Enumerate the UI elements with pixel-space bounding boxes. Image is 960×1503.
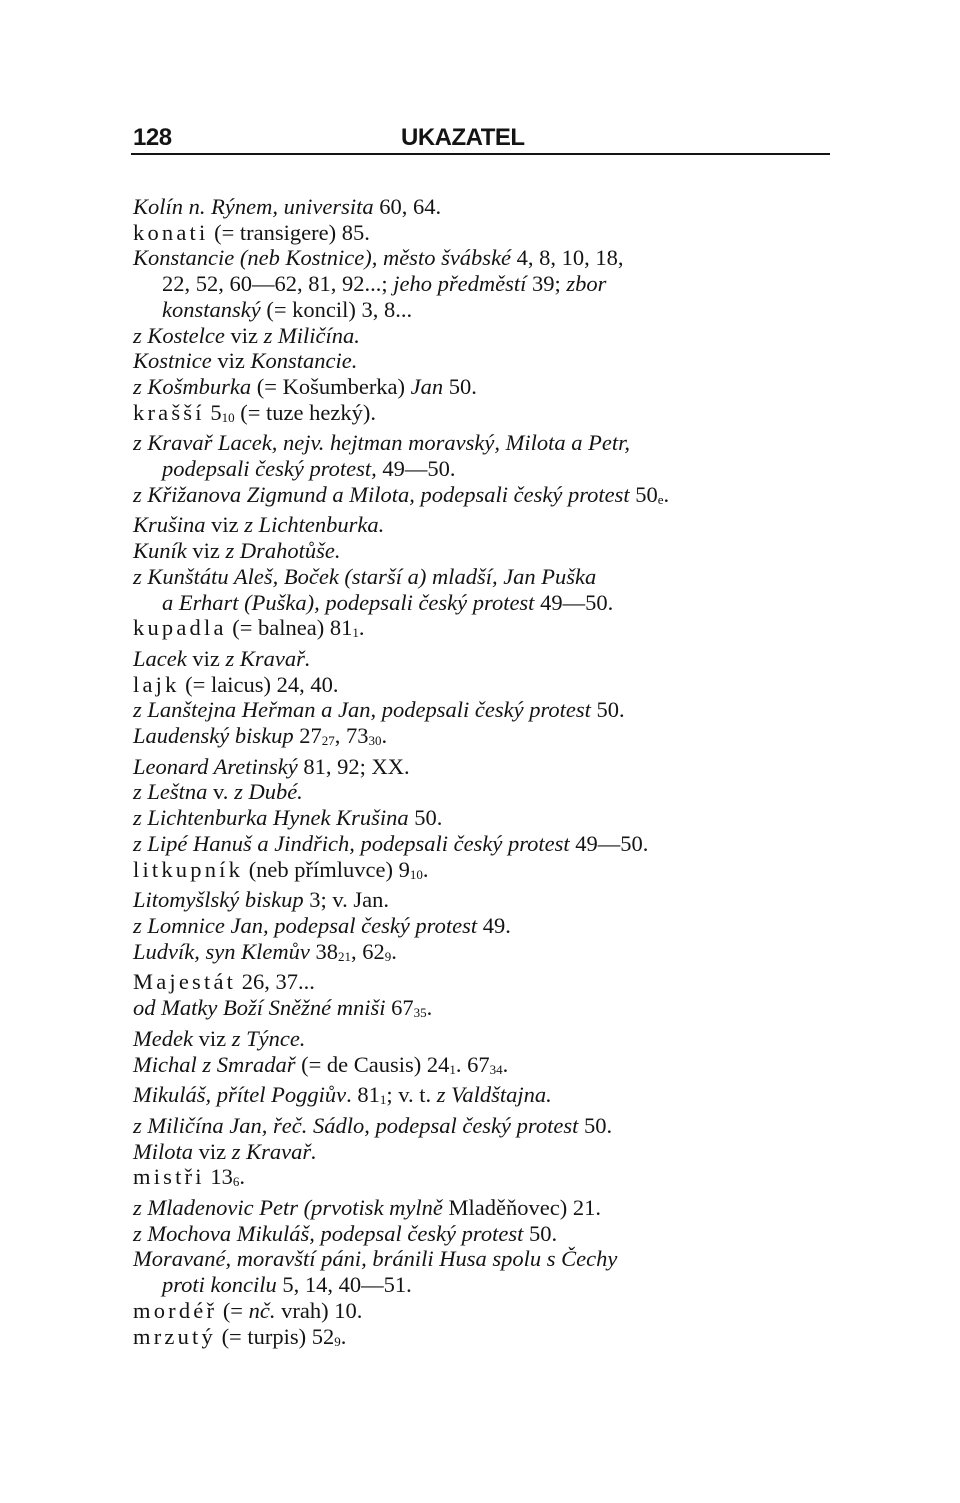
- entry-italic-text: Milota: [133, 1138, 193, 1164]
- index-entry: [133, 220, 845, 246]
- index-entry: [133, 615, 845, 646]
- entry-text: 81, 92; XX.: [297, 753, 410, 779]
- entry-text: . 67: [455, 1051, 490, 1077]
- entry-italic-text: z Křižanova Zigmund a Milota, podepsali český protest: [133, 481, 630, 507]
- entry-italic-text: z Kostelce: [133, 322, 225, 348]
- entry-line-ref: 1: [379, 1092, 387, 1108]
- entry-text: (= Košumberka): [251, 373, 411, 399]
- index-entry: [133, 939, 845, 970]
- entry-italic-text: z Lichtenburka.: [244, 512, 385, 538]
- entry-text: viz: [205, 512, 245, 538]
- entry-italic-text: od Matky Boží Sněžné mniši: [133, 995, 386, 1021]
- entry-italic-text: z Kravař.: [225, 645, 311, 671]
- entry-text: 38: [309, 938, 338, 964]
- entry-text: .: [663, 481, 670, 507]
- entry-text: viz: [186, 538, 226, 564]
- entry-headword: mrzutý: [133, 1323, 216, 1349]
- entry-text: vrah) 10.: [275, 1297, 363, 1323]
- entry-line-ref: e: [657, 491, 664, 507]
- entry-italic-text: Kolín n. Rýnem, universita: [133, 194, 374, 219]
- entry-headword: konati: [133, 219, 209, 245]
- entry-italic-text: z Leštna: [133, 779, 208, 805]
- entry-line-ref: 6: [232, 1174, 240, 1190]
- entry-text: (= laicus) 24, 40.: [179, 671, 339, 697]
- entry-italic-text: z Dubé.: [234, 779, 303, 805]
- entry-italic-text: z Košmburka: [133, 373, 252, 399]
- entry-italic-text: Litomyšlský biskup: [133, 887, 304, 913]
- entry-line-ref: 27: [321, 733, 335, 749]
- index-entry: [133, 245, 845, 271]
- index-entry: [133, 564, 845, 590]
- index-entry: [133, 995, 845, 1026]
- entry-italic-text: z Miličína Jan, řeč. Sádlo, podepsal český protest: [133, 1112, 579, 1138]
- index-entry: [133, 1139, 845, 1165]
- index-entry: [133, 831, 845, 857]
- entry-italic-text: proti koncilu: [162, 1272, 277, 1298]
- index-entry: [133, 271, 845, 297]
- entry-text: viz: [211, 348, 251, 374]
- index-entry: [133, 646, 845, 672]
- index-entry: [133, 430, 845, 456]
- entry-text: .: [239, 1164, 245, 1190]
- entry-headword: lajk: [133, 671, 180, 697]
- entry-text: 67: [385, 995, 414, 1021]
- index-entry: [133, 1113, 845, 1139]
- index-entry: [133, 1324, 845, 1355]
- entry-text: .: [381, 723, 388, 749]
- entry-italic-text: z Miličína.: [263, 322, 360, 348]
- entry-italic-text: podepsali český protest,: [162, 456, 377, 482]
- entry-text: viz: [193, 1138, 232, 1164]
- entry-headword: mistři: [133, 1164, 205, 1190]
- entry-italic-text: z Lanštejna Heřman a Jan, podepsali český protest: [133, 697, 591, 723]
- entry-italic-text: z Mladenovic Petr (prvotisk mylně: [133, 1195, 443, 1221]
- index-entry: [133, 672, 845, 698]
- entry-text: .: [502, 1051, 509, 1077]
- entry-text: (= de Causis) 24: [295, 1051, 450, 1077]
- entry-headword: mordéř: [133, 1297, 218, 1323]
- header-rule: [131, 153, 830, 155]
- index-entry: [133, 1195, 845, 1221]
- entry-italic-text: z Kravař Lacek, nejv. hejtman moravský, Milota a Petr,: [133, 430, 630, 456]
- index-entry: [133, 400, 845, 431]
- index-entry: [133, 194, 845, 220]
- entry-text: 27: [293, 723, 322, 749]
- entry-italic-text: Laudenský biskup: [133, 723, 294, 749]
- entry-italic-text: nč.: [248, 1297, 276, 1323]
- entry-text: 49—50.: [376, 456, 456, 482]
- entry-line-ref: 21: [337, 948, 351, 964]
- entry-text: viz: [224, 322, 264, 348]
- entry-text: v.: [207, 779, 235, 805]
- entry-text: viz: [192, 1025, 232, 1051]
- entry-text: (=: [217, 1297, 249, 1323]
- entry-italic-text: jeho předměstí: [393, 271, 527, 297]
- entry-text: (= turpis) 52: [215, 1323, 335, 1349]
- entry-text: (neb přímluvce) 9: [243, 856, 410, 882]
- entry-headword: kupadla: [133, 615, 227, 641]
- index-entry: [133, 482, 845, 513]
- index-entry: [133, 1272, 845, 1298]
- index-entry: [133, 456, 845, 482]
- index-entry: [133, 857, 845, 888]
- entry-headword: litkupník: [133, 856, 244, 882]
- entry-italic-text: z Lomnice Jan, podepsal český protest: [133, 912, 478, 938]
- entry-line-ref: 30: [368, 733, 382, 749]
- index-entries: [133, 194, 845, 1354]
- index-entry: [133, 754, 845, 780]
- entry-line-ref: 1: [449, 1061, 456, 1077]
- entry-text: 49—50.: [569, 830, 649, 856]
- entry-text: (= balnea) 81: [226, 615, 353, 641]
- entry-text: . 81: [346, 1082, 380, 1108]
- entry-italic-text: Konstancie (neb Kostnice), město švábské: [133, 245, 512, 271]
- index-entry: [133, 1164, 845, 1195]
- entry-italic-text: Mikuláš, přítel Poggiův: [133, 1082, 347, 1108]
- index-entry: [133, 887, 845, 913]
- running-head-title: UKAZATEL: [401, 124, 525, 151]
- entry-text: 4, 8, 10, 18,: [511, 245, 624, 271]
- index-entry: [133, 374, 845, 400]
- index-entry: [133, 348, 845, 374]
- entry-italic-text: z Lichtenburka Hynek Krušina: [133, 805, 409, 831]
- entry-text: (= tuze hezký).: [234, 399, 376, 425]
- index-entry: [133, 297, 845, 323]
- entry-italic-text: Michal z Smradař: [133, 1051, 296, 1077]
- entry-text: 50.: [408, 805, 443, 831]
- index-entry: [133, 538, 845, 564]
- entry-italic-text: Medek: [133, 1025, 193, 1051]
- entry-italic-text: zbor: [566, 271, 607, 297]
- entry-italic-text: Moravané, moravští páni, bránili Husa spolu s Čechy: [133, 1246, 618, 1272]
- index-entry: [133, 590, 845, 616]
- entry-text: 50: [629, 481, 658, 507]
- index-entry: [133, 1026, 845, 1052]
- index-entry: [133, 697, 845, 723]
- entry-italic-text: z Lipé Hanuš a Jindřich, podepsali český protest: [133, 830, 570, 856]
- entry-headword: krašší: [133, 399, 205, 425]
- page-number: 128: [133, 124, 172, 151]
- index-entry: [133, 913, 845, 939]
- entry-italic-text: Lacek: [133, 645, 187, 671]
- index-entry: [133, 723, 845, 754]
- entry-text: .: [358, 615, 365, 641]
- entry-italic-text: a Erhart (Puška), podepsali český protest: [162, 589, 535, 615]
- entry-line-ref: 35: [413, 1005, 427, 1021]
- index-entry: [133, 1082, 845, 1113]
- entry-text: , 73: [334, 723, 369, 749]
- entry-italic-text: Leonard Aretinský: [133, 753, 298, 779]
- entry-line-ref: 9: [384, 948, 392, 964]
- entry-text: 13: [204, 1164, 233, 1190]
- entry-text: 5, 14, 40—51.: [276, 1272, 412, 1298]
- entry-text: 3; v. Jan.: [303, 887, 390, 913]
- index-entry: [133, 1246, 845, 1272]
- entry-text: 50.: [590, 697, 625, 723]
- entry-italic-text: Ludvík, syn Klemův: [133, 938, 310, 964]
- entry-line-ref: 10: [221, 409, 235, 425]
- entry-text: .: [391, 938, 397, 964]
- index-entry: [133, 1298, 845, 1324]
- entry-italic-text: Krušina: [133, 512, 206, 538]
- index-entry: [133, 1052, 845, 1083]
- entry-text: .: [426, 995, 433, 1021]
- index-entry: [133, 1221, 845, 1247]
- entry-text: , 62: [350, 938, 385, 964]
- entry-italic-text: Jan: [410, 373, 444, 399]
- entry-italic-text: z Mochova Mikuláš, podepsal český protest: [133, 1220, 524, 1246]
- entry-text: (= transigere) 85.: [208, 219, 370, 245]
- index-entry: [133, 512, 845, 538]
- entry-italic-text: Konstancie.: [250, 348, 358, 374]
- entry-italic-text: z Valdštajna.: [436, 1082, 552, 1108]
- entry-text: Mladěňovec) 21.: [442, 1195, 601, 1221]
- entry-text: ; v. t.: [386, 1082, 437, 1108]
- page-header: [131, 122, 831, 156]
- entry-italic-text: z Kravař.: [231, 1138, 317, 1164]
- entry-text: 39;: [526, 271, 567, 297]
- entry-line-ref: 9: [334, 1333, 341, 1349]
- entry-text: .: [340, 1323, 347, 1349]
- index-entry: [133, 323, 845, 349]
- entry-text: 50.: [523, 1220, 558, 1246]
- entry-italic-text: z Týnce.: [231, 1025, 306, 1051]
- entry-italic-text: z Kunštátu Aleš, Boček (starší a) mladší, Jan Puška: [133, 563, 597, 589]
- entry-line-ref: 34: [489, 1061, 503, 1077]
- entry-italic-text: Kuník: [133, 538, 187, 564]
- entry-text: 26, 37...: [236, 969, 315, 995]
- entry-headword: Majestát: [133, 969, 237, 995]
- entry-text: 49.: [477, 912, 511, 938]
- entry-line-ref: 1: [352, 625, 359, 641]
- entry-text: 22, 52, 60—62, 81, 92...;: [162, 271, 394, 297]
- entry-text: 50.: [443, 373, 477, 399]
- entry-text: .: [422, 856, 429, 882]
- entry-text: 5: [204, 399, 222, 425]
- entry-text: 50.: [578, 1112, 613, 1138]
- entry-line-ref: 10: [409, 866, 423, 882]
- entry-text: 49—50.: [534, 589, 614, 615]
- index-entry: [133, 805, 845, 831]
- entry-text: (= koncil) 3, 8...: [260, 296, 413, 322]
- entry-italic-text: z Drahotůše.: [225, 538, 341, 564]
- entry-text: 60, 64.: [373, 194, 442, 219]
- entry-italic-text: konstanský: [162, 296, 261, 322]
- index-entry: [133, 969, 845, 995]
- index-entry: [133, 779, 845, 805]
- entry-italic-text: Kostnice: [133, 348, 212, 374]
- entry-text: viz: [186, 645, 226, 671]
